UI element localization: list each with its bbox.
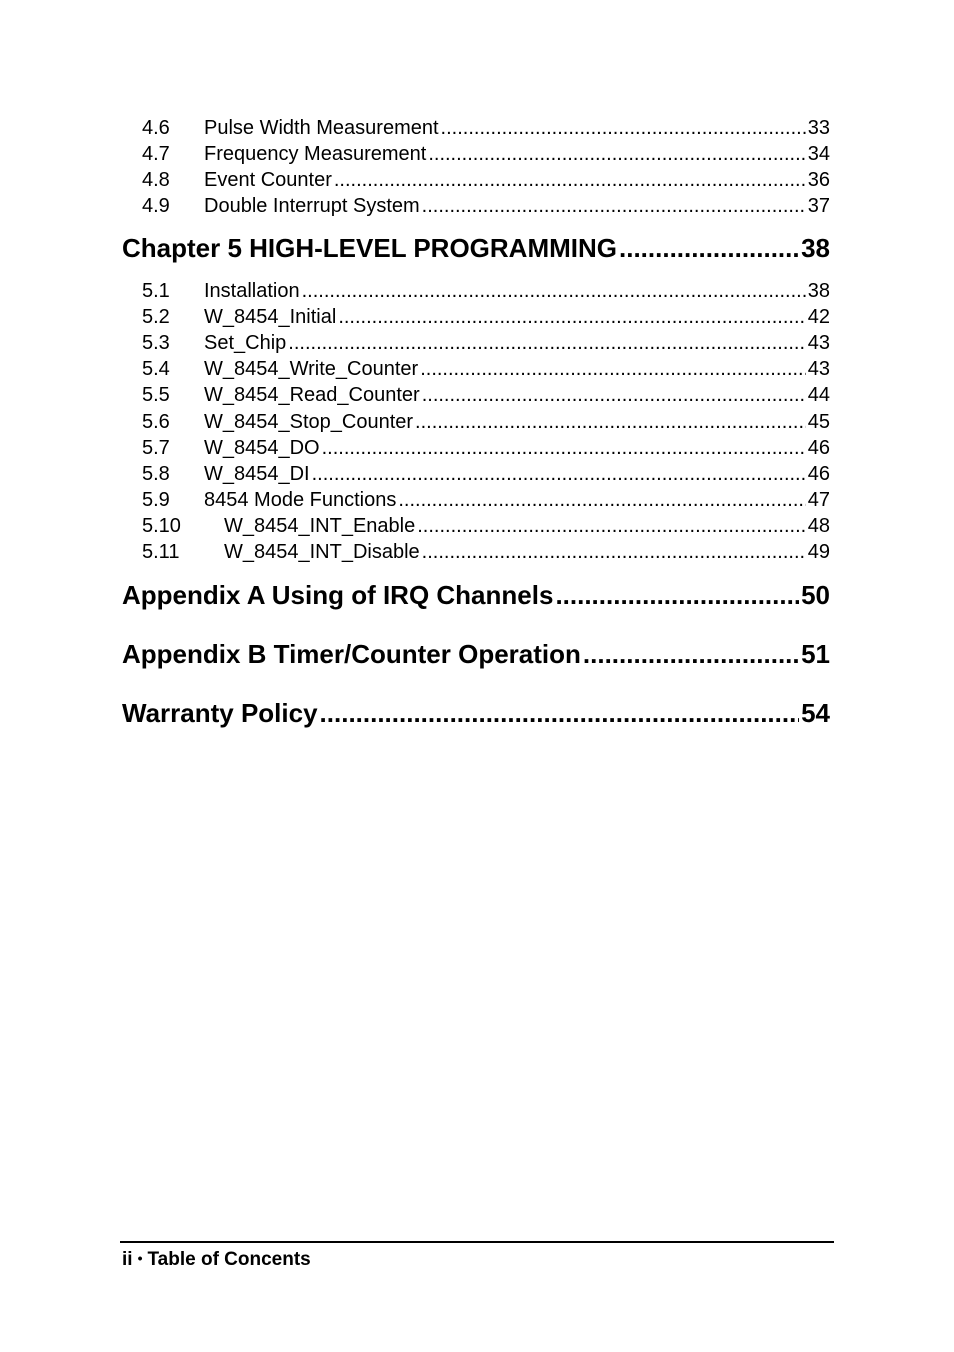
- toc-entry-page: 33: [807, 117, 830, 139]
- toc-leader-dots: [422, 539, 806, 565]
- toc-entry-title: Set_Chip: [204, 332, 287, 354]
- toc-leader-dots: [302, 278, 806, 304]
- toc-entry-number: 4.6: [142, 117, 170, 139]
- toc-leader-dots: [420, 356, 806, 382]
- toc-entry-title: W_8454_INT_Disable: [224, 541, 420, 563]
- toc-entry-number: 5.10: [142, 515, 181, 537]
- toc-entry-title: Installation: [204, 280, 300, 302]
- toc-entry-number: 5.3: [142, 332, 170, 354]
- toc-entry-5-2[interactable]: [142, 304, 830, 330]
- footer-rule: [120, 1241, 834, 1243]
- toc-entry-number: 5.6: [142, 411, 170, 433]
- toc-entry-title: W_8454_Stop_Counter: [204, 411, 414, 433]
- toc-leader-dots: [619, 231, 799, 265]
- toc-leader-dots: [338, 304, 805, 330]
- toc-entry-4-6[interactable]: [142, 115, 830, 141]
- toc-leader-dots: [320, 696, 800, 730]
- toc-chapter-page: 54: [801, 698, 830, 728]
- toc-entry-page: 37: [807, 195, 830, 217]
- footer-page-label: ii: [122, 1249, 133, 1270]
- toc-entry-page: 43: [807, 332, 830, 354]
- toc-entry-title: W_8454_Write_Counter: [204, 358, 419, 380]
- toc-entry-page: 34: [807, 143, 830, 165]
- toc-chapter-title: Chapter 5 HIGH-LEVEL PROGRAMMING: [122, 233, 618, 263]
- toc-chapter-title: Appendix B Timer/Counter Operation: [122, 639, 581, 669]
- toc-entry-5-1[interactable]: [142, 278, 830, 304]
- toc-entry-number: 5.5: [142, 384, 170, 406]
- toc-entry-title: Pulse Width Measurement: [204, 117, 439, 139]
- toc-entry-number: 5.9: [142, 489, 170, 511]
- toc-chapter-page: 38: [801, 233, 830, 263]
- toc-entry-page: 48: [807, 515, 830, 537]
- page-footer: [122, 1246, 311, 1272]
- toc-entry-5-5[interactable]: [142, 382, 830, 408]
- toc-leader-dots: [583, 637, 799, 671]
- toc-entry-page: 45: [807, 411, 830, 433]
- toc-entry-title: Frequency Measurement: [204, 143, 427, 165]
- toc-entry-number: 5.8: [142, 463, 170, 485]
- toc-entry-title: Double Interrupt System: [204, 195, 420, 217]
- toc-entry-5-6[interactable]: [142, 409, 830, 435]
- toc-entry-page: 43: [807, 358, 830, 380]
- toc-entry-title: 8454 Mode Functions: [204, 489, 397, 511]
- toc-entry-5-10[interactable]: [142, 513, 830, 539]
- footer-bullet: •: [137, 1250, 143, 1266]
- toc-leader-dots: [555, 578, 799, 612]
- toc-entry-page: 36: [807, 169, 830, 191]
- toc-entry-5-8[interactable]: [142, 461, 830, 487]
- toc-entry-title: W_8454_Initial: [204, 306, 337, 328]
- toc-appendix-a[interactable]: [122, 578, 830, 612]
- toc-chapter-title: Appendix A Using of IRQ Channels: [122, 580, 554, 610]
- toc-entry-page: 46: [807, 463, 830, 485]
- toc-entry-number: 5.7: [142, 437, 170, 459]
- toc-entry-number: 5.1: [142, 280, 170, 302]
- toc-chapter-5[interactable]: [122, 231, 830, 265]
- toc-entry-page: 38: [807, 280, 830, 302]
- toc-entry-title: W_8454_Read_Counter: [204, 384, 420, 406]
- toc-entry-5-9[interactable]: [142, 487, 830, 513]
- toc-entry-page: 49: [807, 541, 830, 563]
- toc-leader-dots: [422, 382, 806, 408]
- toc-leader-dots: [312, 461, 806, 487]
- toc-entry-title: W_8454_INT_Enable: [224, 515, 416, 537]
- toc-leader-dots: [441, 115, 806, 141]
- toc-entry-page: 46: [807, 437, 830, 459]
- toc-leader-dots: [288, 330, 805, 356]
- toc-entry-number: 5.2: [142, 306, 170, 328]
- toc-entry-5-11[interactable]: [142, 539, 830, 565]
- toc-warranty[interactable]: [122, 696, 830, 730]
- toc-entry-5-7[interactable]: [142, 435, 830, 461]
- toc-leader-dots: [398, 487, 805, 513]
- toc-entry-5-4[interactable]: [142, 356, 830, 382]
- toc-leader-dots: [422, 193, 806, 219]
- toc-entry-page: 42: [807, 306, 830, 328]
- toc-leader-dots: [417, 513, 806, 539]
- toc-entry-title: Event Counter: [204, 169, 332, 191]
- toc-leader-dots: [334, 167, 806, 193]
- toc-entry-page: 47: [807, 489, 830, 511]
- toc-entry-number: 4.7: [142, 143, 170, 165]
- toc-leader-dots: [322, 435, 806, 461]
- toc-chapter-page: 50: [801, 580, 830, 610]
- toc-entry-number: 4.8: [142, 169, 170, 191]
- toc-entry-number: 4.9: [142, 195, 170, 217]
- toc-chapter-page: 51: [801, 639, 830, 669]
- toc-chapter-title: Warranty Policy: [122, 698, 318, 728]
- toc-entry-4-9[interactable]: [142, 193, 830, 219]
- toc-entry-number: 5.4: [142, 358, 170, 380]
- toc-entry-page: 44: [807, 384, 830, 406]
- toc-entry-5-3[interactable]: [142, 330, 830, 356]
- toc-entry-number: 5.11: [142, 541, 180, 563]
- toc-entry-4-7[interactable]: [142, 141, 830, 167]
- toc-leader-dots: [415, 409, 806, 435]
- toc-entry-title: W_8454_DI: [204, 463, 310, 485]
- toc-entry-title: W_8454_DO: [204, 437, 320, 459]
- toc-leader-dots: [428, 141, 805, 167]
- toc-entry-4-8[interactable]: [142, 167, 830, 193]
- toc-appendix-b[interactable]: [122, 637, 830, 671]
- footer-title: Table of Concents: [147, 1249, 311, 1270]
